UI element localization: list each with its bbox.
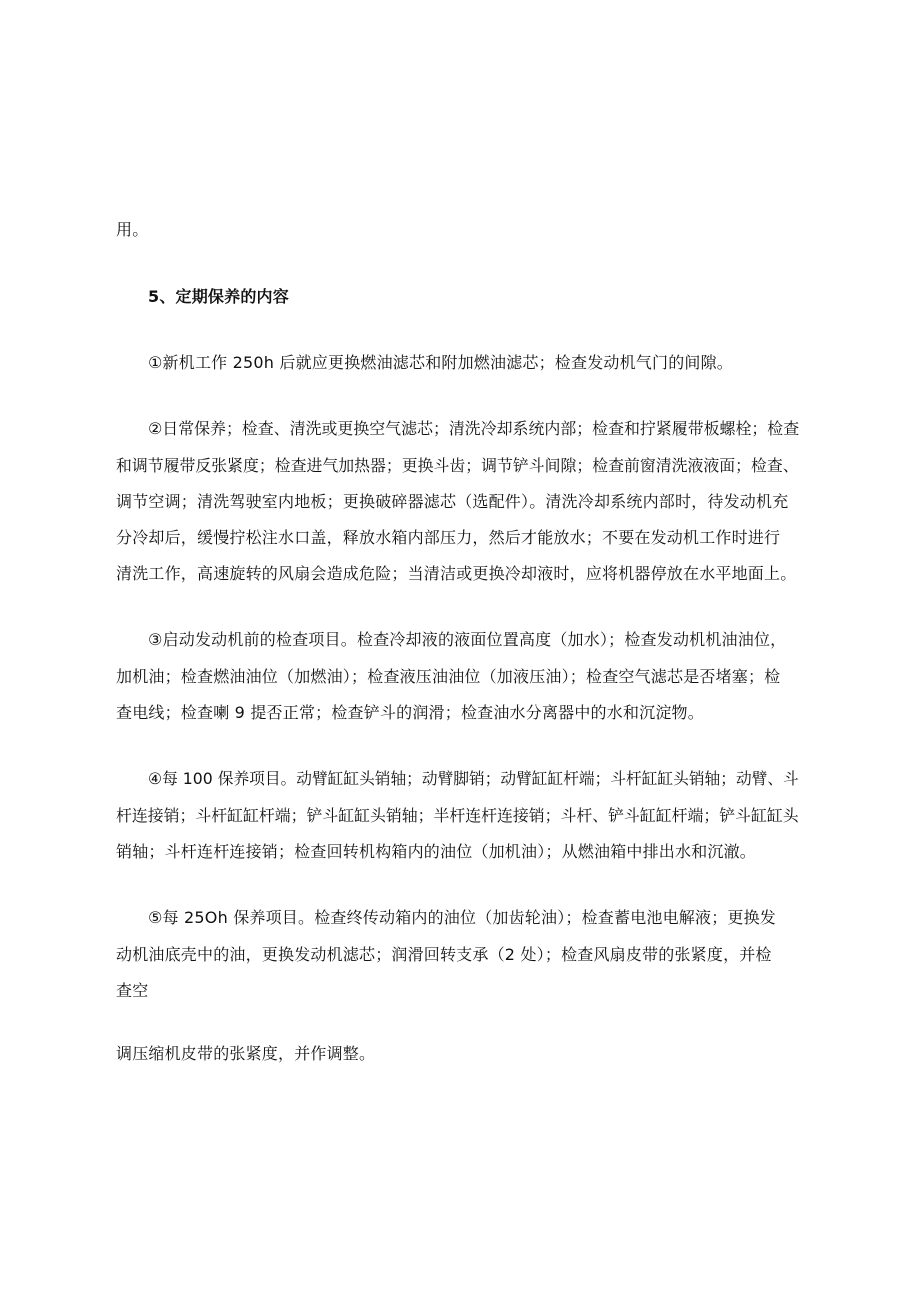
para4-line-1: ④每 100 保养项目。动臂缸缸头销轴；动臂脚销；动臂缸缸杆端；斗杆缸缸头销轴；动臂、斗	[148, 769, 799, 788]
para3-line-2: 加机油；检查燃油油位（加燃油）；检查液压油油位（加液压油）；检查空气滤芯是否堵塞；检	[116, 667, 781, 686]
final-line: 调压缩机皮带的张紧度，并作调整。	[116, 1044, 376, 1063]
para1-line-1: ①新机工作 250h 后就应更换燃油滤芯和附加燃油滤芯；检查发动机气门的间隙。	[148, 353, 733, 372]
section-heading: 5、定期保养的内容	[148, 287, 289, 306]
para2-line-1: ②日常保养；检查、清洗或更换空气滤芯；清洗冷却系统内部；检查和拧紧履带板螺栓；检查	[148, 419, 800, 438]
para2-line-5: 清洗工作，高速旋转的风扇会造成危险；当清洁或更换冷却液时，应将机器停放在水平地面上。	[116, 564, 797, 583]
para3-line-1: ③启动发动机前的检查项目。检查冷却液的液面位置高度（加水）；检查发动机机油油位，	[148, 630, 787, 649]
para2-line-4: 分冷却后，缓慢拧松注水口盖，释放水箱内部压力，然后才能放水；不要在发动机工作时进行	[116, 528, 781, 547]
para4-line-3: 销轴；斗杆连杆连接销；检查回转机构箱内的油位（加机油）；从燃油箱中排出水和沉澈。	[116, 842, 757, 861]
para5-line-2: 动机油底壳中的油，更换发动机滤芯；润滑回转支承（2 处）；检查风扇皮带的张紧度，并检	[116, 945, 772, 964]
para4-line-2: 杆连接销；斗杆缸缸杆端；铲斗缸缸头销轴；半杆连杆连接销；斗杆、铲斗缸缸杆端；铲斗缸缸头	[116, 806, 799, 825]
para3-line-3: 查电线；检查喇 9 提否正常；检查铲斗的润滑；检查油水分离器中的水和沉淀物。	[116, 703, 704, 722]
para2-line-3: 调节空调；清洗驾驶室内地板；更换破碎器滤芯（选配件）。清洗冷却系统内部时，待发动机充	[116, 492, 789, 511]
continuation-text: 用。	[116, 220, 149, 239]
para5-line-1: ⑤每 25Oh 保养项目。检查终传动箱内的油位（加齿轮油）；检查蓄电池电解液；更换发	[148, 908, 777, 927]
para2-line-2: 和调节履带反张紧度；检查进气加热器；更换斗齿；调节铲斗间隙；检查前窗清洗液液面；检查、	[116, 456, 799, 475]
para5-line-3: 查空	[116, 981, 149, 1000]
